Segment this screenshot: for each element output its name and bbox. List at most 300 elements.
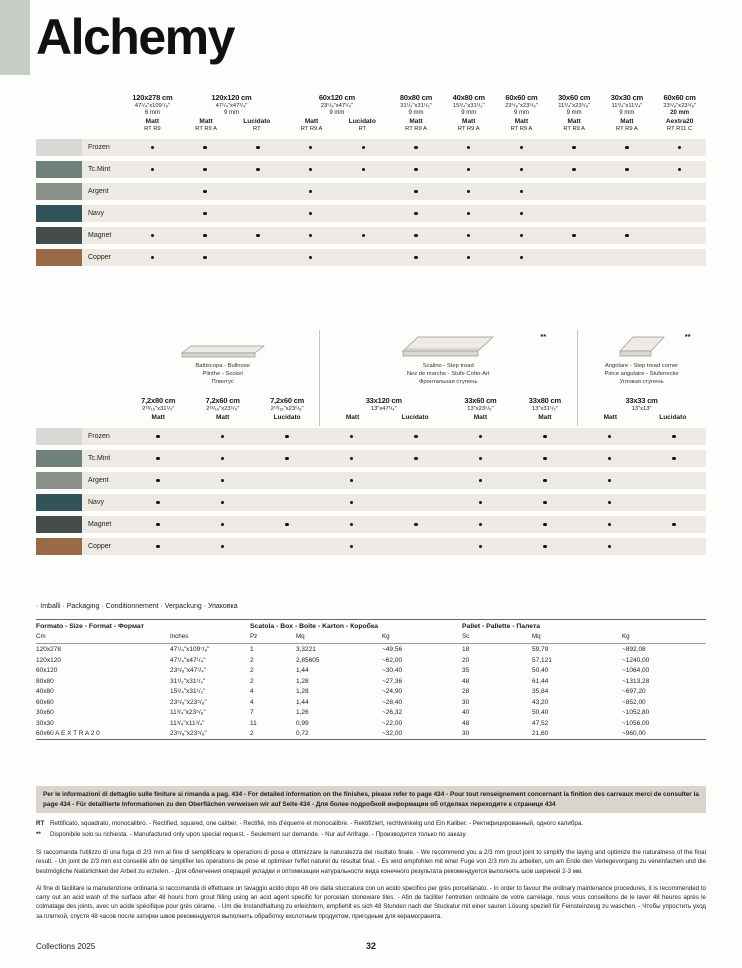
availability-cell bbox=[337, 249, 390, 266]
thickness-label: 6 mm bbox=[144, 110, 160, 116]
availability-dot bbox=[221, 545, 225, 549]
availability-dot bbox=[221, 435, 225, 439]
acid-wash-note: Al fine di facilitare la manutenzione ordinaria si raccomanda di effettuare un lavaggio acido dopo 48 ore dalla stuccatura con un acido specifico per grès porcellanato. - In order to favour the ordinary maintenance procedures, it is recommended to carry out an acid wash of the surface after 48 hours from grout filling using an acid agent specific for porcelain stoneware tiles. - Afin de faciliter l'entretien ordinaire de votre carrelage, nous vous conseillons de le laver 48 heures après le colmatage des joints, avec un acide spécifique pour grès cérame. - Um die Instandhaltung zu erleichtern, empfiehlt es sich 48 Stunden nach der Stuckatur mit einer sauren Lösung speziell für Feinsteinzeug zu waschen. - Чтобы упростить уход за плиткой, спустя 48 часов после затирки швов рекомендуется выполнить обработку кислотным продуктом, пригодным для керамогранита. bbox=[36, 884, 706, 920]
thickness-label: 9 mm bbox=[566, 110, 582, 116]
finish-row bbox=[128, 414, 188, 421]
trim-group-header bbox=[577, 330, 706, 392]
availability-dot bbox=[309, 234, 313, 238]
color-label: Magnet bbox=[82, 227, 126, 244]
trim-group-caption: Nez de marche - Stufe Cotto-Art bbox=[406, 370, 490, 377]
finish-label: Lucidato bbox=[348, 118, 376, 125]
availability-dot bbox=[479, 523, 483, 527]
size-column-header bbox=[653, 93, 706, 132]
color-label: Frozen bbox=[82, 428, 126, 445]
packaging-col-header: Mq bbox=[296, 632, 382, 644]
availability-cell bbox=[442, 249, 495, 266]
color-label: Magnet bbox=[82, 516, 126, 533]
availability-dot bbox=[285, 435, 289, 439]
size-inches-label: 13"x47¹/₄" bbox=[370, 406, 397, 412]
availability-cell bbox=[513, 494, 577, 511]
availability-cell bbox=[495, 139, 548, 156]
trim-group-caption: Battiscopa - Bullnose bbox=[195, 363, 250, 369]
size-label: 7,2x60 cm bbox=[270, 396, 305, 405]
availability-dot bbox=[414, 168, 418, 172]
packaging-cell-sc: 28 bbox=[462, 688, 470, 695]
availability-cell bbox=[231, 249, 284, 266]
availability-dot bbox=[203, 168, 207, 172]
availability-cell bbox=[513, 516, 577, 533]
availability-dot bbox=[520, 256, 524, 260]
availability-dot bbox=[625, 146, 629, 150]
finish-label: Matt bbox=[345, 414, 360, 421]
availability-cell bbox=[548, 227, 601, 244]
availability-dot bbox=[414, 256, 418, 260]
size-column-header bbox=[601, 93, 654, 132]
availability-cell bbox=[601, 205, 654, 222]
size-label: 80x80 cm bbox=[399, 93, 433, 102]
packaging-cell-sc: 30 bbox=[462, 698, 470, 706]
availability-dot bbox=[221, 479, 225, 483]
availability-cell bbox=[284, 227, 337, 244]
size-column-header bbox=[495, 93, 548, 132]
sizes-availability-matrix bbox=[36, 93, 706, 266]
availability-cell bbox=[337, 139, 390, 156]
finish-header bbox=[231, 118, 282, 132]
availability-cell bbox=[653, 139, 706, 156]
availability-cell bbox=[442, 205, 495, 222]
collection-year-label: Collections 2025 bbox=[36, 942, 96, 951]
color-label: Tc.Mint bbox=[82, 450, 126, 467]
availability-dot bbox=[151, 168, 155, 172]
finish-label: Matt bbox=[603, 414, 617, 421]
availability-cell bbox=[190, 450, 254, 467]
finish-row bbox=[450, 414, 510, 421]
packaging-cell-kg: ~1064,00 bbox=[622, 667, 650, 674]
finish-label: Matt bbox=[514, 118, 529, 125]
special-request-marker: ** bbox=[540, 332, 547, 341]
finish-label: Matt bbox=[215, 414, 230, 421]
color-swatch bbox=[36, 428, 82, 445]
finish-row bbox=[444, 118, 493, 132]
availability-dot bbox=[362, 146, 366, 150]
availability-cell bbox=[577, 494, 641, 511]
legend-special-request bbox=[36, 831, 706, 840]
trims-availability-matrix bbox=[36, 330, 706, 555]
availability-dot bbox=[608, 501, 612, 505]
trims-matrix-body bbox=[36, 428, 706, 555]
availability-cell bbox=[390, 205, 443, 222]
size-label: 33x60 cm bbox=[464, 396, 497, 405]
size-label: 30x30 cm bbox=[610, 93, 643, 102]
packaging-cell-sc: 48 bbox=[462, 719, 470, 727]
packaging-cell-cm: 80x80 bbox=[36, 677, 54, 685]
trims-matrix-header bbox=[36, 330, 706, 421]
packaging-cell-mq: 43,20 bbox=[532, 698, 549, 706]
trim-groups-row bbox=[126, 330, 706, 392]
size-inches-label: 23⁵/₈"x23⁵/₈" bbox=[505, 103, 538, 109]
availability-cell bbox=[448, 538, 512, 555]
availability-cell bbox=[126, 538, 190, 555]
availability-cell bbox=[384, 450, 448, 467]
availability-dot bbox=[414, 146, 418, 150]
availability-cell bbox=[495, 183, 548, 200]
availability-cell bbox=[442, 139, 495, 156]
packaging-cell-inches: 11³/₄"x23⁵/₈" bbox=[170, 709, 206, 716]
availability-dot bbox=[467, 168, 471, 172]
availability-dot bbox=[156, 457, 160, 461]
availability-dot bbox=[256, 146, 260, 150]
availability-cell bbox=[126, 472, 190, 489]
slip-rating-label: RT R11 C bbox=[667, 126, 693, 132]
legend-rt bbox=[36, 820, 706, 829]
availability-dot bbox=[256, 234, 260, 238]
availability-cell bbox=[126, 161, 179, 178]
size-label: 33x33 cm bbox=[625, 396, 658, 405]
availability-dot bbox=[309, 146, 313, 150]
packaging-cell-pz: 2 bbox=[250, 730, 254, 737]
finish-header bbox=[450, 414, 510, 421]
finish-row bbox=[257, 414, 317, 421]
packaging-cell-cm: 60x60 A E X T R A 2 0 bbox=[36, 730, 100, 737]
availability-cell bbox=[126, 516, 190, 533]
finish-row bbox=[579, 414, 704, 421]
availability-dot bbox=[151, 256, 155, 260]
size-column-header bbox=[319, 396, 448, 421]
finish-row bbox=[192, 414, 252, 421]
availability-cell bbox=[126, 227, 179, 244]
availability-cell bbox=[255, 428, 319, 445]
availability-dot bbox=[156, 523, 160, 527]
packaging-cell-kg: ~27,36 bbox=[382, 677, 403, 685]
availability-dot bbox=[479, 479, 483, 483]
availability-cell bbox=[284, 249, 337, 266]
availability-cell bbox=[577, 428, 641, 445]
packaging-cell-kg: ~32,00 bbox=[382, 730, 403, 737]
availability-cell bbox=[231, 139, 284, 156]
packaging-cell-mq: 21,60 bbox=[532, 730, 549, 737]
availability-cell bbox=[319, 516, 383, 533]
availability-cell bbox=[337, 205, 390, 222]
availability-cell bbox=[319, 494, 383, 511]
packaging-section-title: · Imballi · Packaging · Conditionnement · Verpackung · Упаковка bbox=[36, 603, 238, 610]
availability-dot bbox=[362, 168, 366, 172]
color-label: Tc.Mint bbox=[82, 161, 126, 178]
finish-header bbox=[642, 414, 704, 421]
availability-cell bbox=[384, 428, 448, 445]
finish-header bbox=[181, 118, 232, 132]
availability-dot bbox=[362, 234, 366, 238]
availability-dot bbox=[572, 234, 576, 238]
availability-dot bbox=[572, 168, 576, 172]
color-swatch bbox=[36, 516, 82, 533]
finish-header bbox=[384, 414, 446, 421]
availability-cell bbox=[653, 183, 706, 200]
legend-rt-text: Rettificato, squadrato, monocalibro. - Rectified, squared, one caliber. - Rectifié, mis d'équerre et monocalibre. - Rektifiziert, rechtwinkelig und Ein Kaliber. - Ректифицированный, одного калибра. bbox=[50, 820, 583, 827]
packaging-cell-mq: 59,79 bbox=[532, 646, 549, 653]
packaging-cell-inches: 23⁵/₈"x23⁵/₈" bbox=[170, 698, 207, 706]
packaging-cell-mq: 0,72 bbox=[296, 730, 309, 737]
packaging-cell-kg: ~24,90 bbox=[382, 688, 403, 695]
availability-cell bbox=[284, 205, 337, 222]
availability-dot bbox=[256, 168, 260, 172]
availability-cell bbox=[255, 538, 319, 555]
availability-dot bbox=[479, 501, 483, 505]
color-swatch bbox=[36, 538, 82, 555]
size-label: 120x120 cm bbox=[211, 93, 252, 102]
availability-dot bbox=[520, 168, 524, 172]
availability-dot bbox=[350, 457, 354, 461]
packaging-cell-sc: 35 bbox=[462, 667, 470, 674]
packaging-cell-cm: 120x120 bbox=[36, 656, 61, 664]
finish-header bbox=[286, 118, 337, 132]
packaging-cell-kg: ~22,00 bbox=[382, 719, 403, 727]
availability-cell bbox=[126, 494, 190, 511]
availability-cell bbox=[448, 428, 512, 445]
packaging-cell-kg: ~30,40 bbox=[382, 667, 403, 674]
packaging-cell-kg: ~62,00 bbox=[382, 656, 403, 664]
availability-cell bbox=[384, 538, 448, 555]
slip-rating-label: RT bbox=[253, 126, 261, 132]
availability-cell bbox=[337, 161, 390, 178]
availability-dot bbox=[309, 212, 313, 216]
availability-cell bbox=[548, 183, 601, 200]
availability-dot bbox=[156, 545, 160, 549]
availability-dot bbox=[467, 256, 471, 260]
availability-dot bbox=[156, 435, 160, 439]
availability-dot bbox=[414, 457, 418, 461]
size-column-header bbox=[126, 396, 190, 421]
availability-dot bbox=[608, 523, 612, 527]
packaging-cell-mq: 50,40 bbox=[532, 667, 549, 674]
size-inches-label: 2¹³/₁₆"x23⁵/₈" bbox=[206, 406, 240, 412]
availability-dot bbox=[309, 190, 313, 194]
size-column-header bbox=[284, 93, 389, 132]
availability-cell bbox=[653, 249, 706, 266]
finish-row bbox=[515, 414, 575, 421]
packaging-cell-kg: ~1056,00 bbox=[622, 719, 650, 727]
finish-header bbox=[444, 118, 493, 132]
availability-dot bbox=[350, 545, 354, 549]
availability-dot bbox=[608, 457, 612, 461]
packaging-group-header-box: Scatola - Box - Boîte - Karton - Коробка bbox=[250, 623, 379, 630]
finish-label: Matt bbox=[462, 118, 476, 125]
packaging-cell-kg: ~26,32 bbox=[382, 709, 403, 716]
availability-cell bbox=[642, 450, 706, 467]
availability-cell bbox=[126, 139, 179, 156]
finish-row bbox=[321, 414, 446, 421]
availability-dot bbox=[543, 457, 547, 461]
slip-rating-label: RT R9 A bbox=[195, 126, 217, 132]
availability-cell bbox=[231, 183, 284, 200]
availability-cell bbox=[390, 249, 443, 266]
page-corner-swatch bbox=[0, 0, 30, 75]
availability-dot bbox=[543, 479, 547, 483]
packaging-cell-cm: 30x30 bbox=[36, 719, 54, 727]
size-inches-label: 31¹/₂"x31¹/₂" bbox=[400, 103, 432, 109]
packaging-cell-pz: 2 bbox=[250, 677, 254, 685]
availability-cell bbox=[495, 205, 548, 222]
slip-rating-label: RT R9 A bbox=[457, 126, 480, 132]
availability-cell bbox=[513, 450, 577, 467]
availability-cell bbox=[126, 428, 190, 445]
availability-dot bbox=[151, 146, 155, 150]
availability-dot bbox=[203, 190, 207, 194]
packaging-cell-sc: 40 bbox=[462, 709, 470, 716]
finish-header bbox=[392, 118, 441, 132]
packaging-cell-mq: 50,40 bbox=[532, 709, 549, 716]
finish-row bbox=[655, 118, 704, 132]
availability-cell bbox=[179, 205, 232, 222]
size-column-header bbox=[548, 93, 601, 132]
packaging-col-header: Pz bbox=[250, 632, 296, 644]
availability-dot bbox=[156, 479, 160, 483]
trim-sizes-row bbox=[36, 396, 706, 421]
finish-row bbox=[392, 118, 441, 132]
color-label: Navy bbox=[82, 494, 126, 511]
availability-cell bbox=[390, 161, 443, 178]
color-swatch bbox=[36, 249, 82, 266]
availability-cell bbox=[126, 450, 190, 467]
finish-label: Lucidato bbox=[243, 118, 271, 125]
packaging-section bbox=[36, 603, 706, 740]
slip-rating-label: RT R9 A bbox=[616, 126, 638, 132]
color-label: Copper bbox=[82, 249, 126, 266]
availability-dot bbox=[203, 212, 207, 216]
availability-cell bbox=[179, 249, 232, 266]
availability-dot bbox=[151, 234, 155, 238]
thickness-label: 9 mm bbox=[461, 110, 477, 116]
availability-dot bbox=[309, 168, 313, 172]
finish-label: Aextra20 bbox=[665, 118, 694, 125]
availability-dot bbox=[350, 501, 354, 505]
availability-dot bbox=[467, 212, 471, 216]
availability-dot bbox=[221, 457, 225, 461]
packaging-cell-pz: 1 bbox=[250, 646, 254, 653]
availability-dot bbox=[608, 435, 612, 439]
color-swatch bbox=[36, 161, 82, 178]
availability-dot bbox=[520, 146, 524, 150]
finish-label: Matt bbox=[304, 118, 319, 125]
availability-cell bbox=[513, 538, 577, 555]
packaging-cell-kg: ~1240,00 bbox=[622, 656, 650, 664]
availability-cell bbox=[384, 494, 448, 511]
availability-dot bbox=[672, 435, 676, 439]
availability-dot bbox=[414, 523, 418, 527]
page-number: 32 bbox=[365, 941, 376, 951]
legend-notes bbox=[36, 820, 706, 841]
availability-cell bbox=[319, 428, 383, 445]
availability-cell bbox=[231, 227, 284, 244]
legend-special-request-prefix: ** bbox=[36, 830, 41, 838]
availability-cell bbox=[601, 139, 654, 156]
bullnose-illustration bbox=[126, 332, 319, 360]
packaging-group-header-pallet: Pallet - Pallette - Палета bbox=[462, 623, 541, 630]
availability-dot bbox=[672, 523, 676, 527]
color-swatch bbox=[36, 227, 82, 244]
size-column-header bbox=[179, 93, 284, 132]
size-label: 30x60 cm bbox=[558, 93, 591, 102]
finish-row bbox=[181, 118, 282, 132]
size-label: 60x60 cm bbox=[663, 93, 696, 102]
availability-cell bbox=[642, 538, 706, 555]
availability-cell bbox=[179, 183, 232, 200]
availability-cell bbox=[179, 227, 232, 244]
slip-rating-label: RT R9 A bbox=[405, 126, 427, 132]
packaging-cell-cm: 60x120 bbox=[36, 667, 58, 674]
availability-cell bbox=[190, 538, 254, 555]
availability-cell bbox=[653, 227, 706, 244]
trim-group-header bbox=[319, 330, 577, 392]
availability-cell bbox=[337, 227, 390, 244]
finish-header bbox=[655, 118, 704, 132]
packaging-cell-kg: ~49,56 bbox=[382, 646, 403, 653]
packaging-cell-mq: 2,85605 bbox=[296, 656, 320, 664]
trim-group-caption: Фронтальная ступень bbox=[418, 378, 478, 385]
availability-dot bbox=[608, 545, 612, 549]
availability-dot bbox=[309, 256, 313, 260]
packaging-cell-mq: 0,99 bbox=[296, 719, 309, 727]
size-inches-label: 15³/₄"x31¹/₂" bbox=[452, 103, 485, 109]
trim-group-caption: Угловая ступень bbox=[619, 378, 664, 385]
color-swatch bbox=[36, 472, 82, 489]
step-tread-illustration bbox=[319, 332, 577, 360]
availability-cell bbox=[548, 249, 601, 266]
packaging-cell-inches: 47¹/₄"x47¹/₄" bbox=[170, 656, 206, 664]
size-column-header bbox=[513, 396, 577, 421]
trim-group-caption: Pièce angulaire - Stufenecke bbox=[604, 370, 679, 377]
availability-cell bbox=[284, 161, 337, 178]
packaging-cell-kg: ~28,40 bbox=[382, 698, 403, 706]
availability-cell bbox=[642, 428, 706, 445]
availability-cell bbox=[495, 249, 548, 266]
finish-row bbox=[128, 118, 177, 132]
finish-row bbox=[550, 118, 599, 132]
technical-paragraphs bbox=[36, 848, 706, 929]
sizes-matrix-header bbox=[36, 93, 706, 132]
packaging-cell-kg: ~892,08 bbox=[622, 646, 646, 653]
availability-dot bbox=[572, 146, 576, 150]
packaging-cell-cm: 60x60 bbox=[36, 698, 54, 706]
packaging-cell-sc: 48 bbox=[462, 677, 470, 685]
availability-dot bbox=[543, 545, 547, 549]
size-inches-label: 13"x23⁵/₈" bbox=[467, 406, 494, 412]
finish-label: Matt bbox=[409, 118, 423, 125]
color-swatch bbox=[36, 205, 82, 222]
availability-cell bbox=[255, 516, 319, 533]
trim-group-caption: Angolare - Step tread corner bbox=[604, 363, 679, 369]
finish-label: Lucidato bbox=[659, 414, 687, 421]
availability-cell bbox=[442, 227, 495, 244]
thickness-label: 9 mm bbox=[223, 110, 239, 116]
availability-cell bbox=[126, 183, 179, 200]
trim-group-header bbox=[126, 330, 319, 392]
thickness-label: 20 mm bbox=[670, 110, 690, 116]
availability-dot bbox=[203, 146, 207, 150]
packaging-cell-pz: 11 bbox=[250, 719, 257, 727]
availability-dot bbox=[672, 457, 676, 461]
size-label: 120x278 cm bbox=[132, 93, 173, 102]
availability-dot bbox=[543, 501, 547, 505]
finish-header bbox=[128, 118, 177, 132]
availability-dot bbox=[467, 190, 471, 194]
packaging-cell-mq: 1,44 bbox=[296, 667, 309, 674]
finish-label: Matt bbox=[538, 414, 552, 421]
packaging-col-header: Cm bbox=[36, 632, 170, 644]
availability-dot bbox=[221, 523, 225, 527]
availability-cell bbox=[548, 161, 601, 178]
packaging-cell-kg: ~960,00 bbox=[622, 730, 646, 737]
color-label: Copper bbox=[82, 538, 126, 555]
